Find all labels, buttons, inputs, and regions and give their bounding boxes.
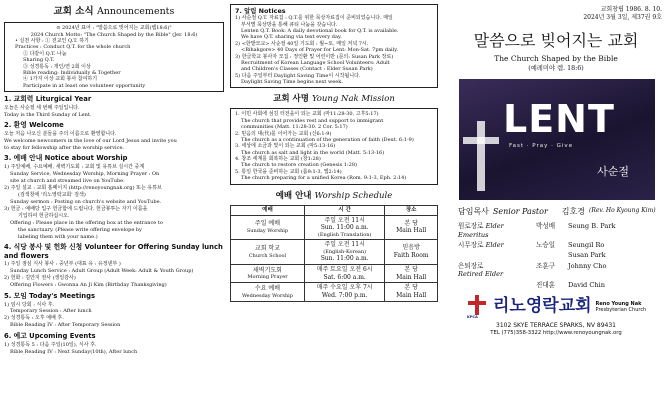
mission-text: The church preparing for a unified Korea (Rom. 9:1-3, Eph. 2:14) (241, 175, 407, 182)
mission-box (230, 108, 438, 184)
announcements-column (4, 4, 224, 356)
section-text: Offering : Please place in the offering box at the entrance to (10, 219, 163, 226)
mission-title-en: Young Nak Mission (311, 94, 395, 105)
schedule-title-en: Worship Schedule (314, 190, 393, 201)
practice-item: ② 다같이 Q.T. 나눔 (23, 50, 67, 57)
schedule-table (230, 205, 438, 302)
section-text: Sunday sermon : Posting on church's website and YouTube. (10, 198, 162, 205)
notice-text: <Bihakgore> 40 Days of Prayer for Lent: Mon-Sat. 7pm daily. (241, 47, 399, 54)
notice-text: and Children's Classes (Contact : Elder Susan Park) (241, 66, 373, 73)
time-en: Sun. 11:00 a.m. (320, 224, 369, 232)
lent-ko: 사순절 (597, 164, 629, 178)
cover-column (446, 4, 666, 337)
header-time: 시 간 (304, 205, 384, 215)
time-en: Sun. 11:00 a.m. (320, 255, 369, 263)
service-cell (231, 283, 305, 301)
staff-name-en: Seung B. Park (568, 222, 616, 231)
section-text: Offering Flowers : Gwonna An Ji Kim (Birthday Thanksgiving) (10, 282, 167, 289)
place-cell (385, 283, 438, 301)
mission-text: The church to restore creation (Genesis 1:28) (241, 162, 357, 169)
church-logo (446, 295, 666, 319)
cross-logo-icon: KPCA (466, 295, 488, 319)
place-en: Main Hall (396, 273, 427, 281)
mission-text: The church that provides rest and support to immigrant (241, 117, 384, 124)
middle-column (230, 4, 438, 302)
volunteer-section (4, 243, 224, 289)
place-ko: 본 당 (404, 266, 418, 274)
staff-row (458, 281, 666, 289)
practice-line: • 실천 사항 : ① 전교인 Q.T. 하기 (15, 37, 89, 44)
section-text: 1) 주일예배, 수요예배, 새벽기도회 : 교회 및 유튜브 실시간 중계 (4, 163, 145, 170)
section-text: Today is the Third Sunday of Lent. (4, 111, 92, 118)
lent-subtitle: Fast · Pray · Give (509, 142, 574, 149)
time-ko: 주일 오전 11시 (324, 241, 365, 249)
time-cell (304, 265, 384, 283)
mission-text: 1. 이민 사회에 섬김 터전을이 되는 교회 (마11:28-30, 고후5:17) (235, 111, 379, 118)
time-ko: 매주 토요일 오전 6시 (316, 266, 373, 274)
senior-pastor-row (458, 207, 666, 217)
place-cell (385, 240, 438, 265)
motto-box (4, 22, 224, 92)
section-text: the sanctuary. (Please write offering envelope by (18, 226, 142, 233)
place-en: Main Hall (396, 292, 427, 300)
section-text: We welcome newcomers in the love of our Lord Jesus and invite you (4, 137, 177, 144)
mission-text: The church as a continuation of the generation of faith (Deut. 6:1-9) (241, 136, 414, 143)
staff-list (446, 207, 666, 289)
time-note: (English Translation) (317, 231, 372, 238)
place-cell (385, 265, 438, 283)
section-text: to stay for fellowship after the worship service. (4, 144, 124, 151)
section-text: labeling them with your name.) (18, 233, 98, 240)
section-text: 오늘은 사순절 세 번째 주일입니다. (4, 104, 80, 111)
section-text: Temporary Session : After lunch (10, 308, 92, 315)
header-place: 장소 (385, 205, 438, 215)
practice-item-en: Participate in at least one volunteer opportunity (23, 82, 146, 89)
cover-title-ko: 말씀으로 빚어지는 교회 (473, 30, 639, 50)
issue-info (446, 6, 662, 23)
practice-item: ④ 1가지 이상 교회 봉사 참여하기 (23, 76, 98, 83)
liturgical-year-section (4, 95, 224, 118)
schedule-title-ko: 예배 안내 (275, 190, 312, 201)
mission-text: 5. 통일 한국을 준비하는 교회 (롬9:1-3, 엡2:14) (235, 168, 342, 175)
lent-word: LENT (503, 96, 615, 141)
service-en: Wednesday Worship (241, 292, 293, 299)
mission-title (230, 94, 438, 105)
mission-text: 2. 믿음의 대(代)를 이어가는 교회 (신6:1-9) (235, 130, 332, 137)
staff-name-en: Susan Park (568, 251, 606, 260)
announcements-title-ko: 교회 소식 (53, 6, 94, 17)
mission-text: communities (Matt. 11:28-30. 2 Cor. 5:17) (241, 124, 348, 131)
service-en: Sunday Worship (246, 228, 289, 235)
notice-text: 3) 한글학교 봉사자 모집 : 정인환 및 어린이반 (문의: Susan Park 장로) (235, 53, 394, 60)
cover-title-en: The Church Shaped by the Bible (494, 54, 618, 64)
section-text: 3) 헌금 : 예배당 입구 헌금함에 드립니다. 헌금봉투는 자기 이름을 (4, 205, 148, 212)
staff-row (458, 251, 666, 259)
section-heading: 2. 환영 Welcome (4, 121, 64, 130)
section-text: 오늘 처음 나오신 분들을 주의 이름으로 환영합니다. (4, 130, 117, 137)
notice-text: 부서별 묵상방을 통해 큐티 나눔을 갖습니다. (241, 21, 338, 28)
staff-row (458, 222, 666, 239)
time-cell (304, 240, 384, 265)
section-text: 1) 성경통독 5 : 다음 주일(10일), 식사 후. (4, 341, 97, 348)
mission-text: 3. 세상에 소금과 빛이 되는 교회 (마5:13-16) (235, 143, 336, 150)
time-cell (304, 215, 384, 240)
staff-name-en: David Chin (568, 280, 606, 289)
staff-row (458, 241, 666, 249)
notice-text: 2) <한밭모교> 사순절 40일 기도회 : 월~토, 매일 저녁 7시. (235, 40, 369, 47)
place-ko: 본 당 (404, 219, 418, 227)
notice-text: Lenten Q.T. Book: A daily devotional book for Q.T. is available. (241, 27, 399, 34)
pastor-role-ko: 담임목사 (458, 206, 489, 216)
section-text: 1) 주일 점심 식사 봉사 : 중년부 (대표 유 : 유정넨부 ) (4, 261, 121, 268)
section-heading: 1. 교회력 Liturgical Year (4, 95, 92, 104)
notice-text: Daylight Saving Time begins next week. (241, 79, 343, 86)
service-cell (231, 265, 305, 283)
practice-line-en: Practices : Conduct Q.T. for the whole church (15, 44, 131, 51)
pastor-name-en: (Rev. Ho Kyoung Kim) (588, 206, 656, 214)
church-name-en: Reno Young Nak Presbyterian Church (595, 301, 647, 314)
notice-text: 1) 사순절 Q.T. 자료집 : Q.T.를 위한 묵상자료집이 준비되었습니다. 매일 (235, 15, 393, 22)
time-ko: 매주 수요일 오후 7시 (316, 284, 373, 292)
lent-image (459, 79, 655, 200)
place-cell (385, 215, 438, 240)
notices-box (230, 4, 438, 88)
staff-name-ko: 진대훈 (536, 280, 556, 289)
notices-heading: 7. 알림 Notices (235, 7, 286, 15)
mission-text: The church as salt and light in the world (Matt. 5:13-16) (241, 149, 385, 156)
meetings-section (4, 292, 224, 329)
section-text: 1) 임시 당회 : 식사 후. (4, 301, 55, 308)
service-ko: 주일 예배 (254, 220, 281, 228)
section-heading: 5. 모임 Today's Meetings (4, 291, 96, 300)
motto-line: ⊙ 2024년 표어 : "말씀으로 빚어지는 교회(렘18:6)" (56, 25, 172, 32)
header-service: 예배 (231, 205, 305, 215)
staff-name-en: Johnny Cho (568, 261, 607, 270)
section-heading: 6. 예고 Upcoming Events (4, 331, 96, 340)
table-row (231, 265, 438, 283)
practice-item-en: Sharing Q.T. (23, 57, 55, 64)
announcements-title-en: Announcements (96, 6, 175, 17)
service-cell (231, 240, 305, 265)
section-text: site at church and streamed live on YouTube. (10, 177, 125, 184)
service-ko: 교회 학교 (254, 245, 281, 253)
service-ko: 수요 예배 (254, 285, 281, 293)
cross-icon (477, 121, 485, 191)
time-note: (English-Korean) (323, 248, 367, 255)
staff-name-ko: 노승일 (536, 241, 556, 249)
founded-date: 교회창립 1986. 8. 10. (600, 6, 662, 13)
church-contact: TEL (775)358-3322 http://www.renoyoungnak.org (490, 329, 622, 336)
section-heading: 3. 예배 안내 Notice about Worship (4, 154, 128, 163)
staff-name-ko: 박성배 (536, 222, 556, 231)
section-text: 2) 주일 설교 : 교회 홈페이지 (http://renoyoungnak.org) 또는 유튜브 (4, 184, 162, 191)
notice-text: We have Q.T. sharing via text every day. (241, 34, 342, 41)
place-ko: 믿음방 (402, 244, 420, 252)
service-ko: 새벽기도회 (252, 266, 282, 274)
staff-role: 원로장로 Elder Emeritus (458, 222, 504, 239)
motto-line-en: 2024 Church Motto: "The Church Shaped by the Bible" (Jer. 18:6) (30, 31, 198, 38)
notice-text: Recruitment of Korean Language School Volunteers: Adult (241, 59, 390, 66)
mission-title-ko: 교회 사명 (273, 94, 309, 105)
announcements-title (4, 4, 224, 22)
section-text: Sunday Lunch Service : Adult Group (Adult Week: Adult & Youth Group) (10, 268, 194, 275)
section-text: 2) 성경통독 : 오후 예배 후. (4, 315, 64, 322)
welcome-section (4, 121, 224, 151)
table-row (231, 240, 438, 265)
time-cell (304, 283, 384, 301)
place-ko: 본 당 (404, 284, 418, 292)
section-text: Bible Reading IV : After Temporary Session (10, 322, 121, 329)
service-en: Morning Prayer (247, 274, 288, 281)
pastor-role-en: Senior Pastor (492, 206, 548, 216)
cover-title-ref: (예레미야 렘. 18:6) (528, 64, 584, 72)
place-en: Main Hall (396, 227, 427, 235)
section-heading: 4. 식당 봉사 및 헌화 신청 Volunteer for Offering Sunday lunch and flowers (4, 243, 223, 260)
place-en: Faith Room (393, 252, 429, 260)
practice-item-en: Bible reading: Individually & Together (23, 69, 121, 76)
church-address: 3102 SKYE TERRACE SPARKS, NV 89431 (496, 322, 616, 330)
practice-item: ③ 성경통독 : 개인/연 2회 이상 (23, 63, 91, 70)
section-text: 기입하여 헌금하십시오. (18, 212, 70, 219)
pastor-name-ko: 김호경 (561, 206, 585, 216)
staff-row (458, 262, 666, 279)
staff-role: 은퇴장로 Retired Elder (458, 261, 504, 279)
notice-text: 5) 다음 주일부터 Daylight Saving Time이 시작됩니다. (235, 72, 361, 79)
schedule-title (230, 191, 438, 202)
staff-role: 시무장로 Elder (458, 241, 504, 249)
staff-name-ko: 조훈구 (536, 261, 556, 270)
service-cell (231, 215, 305, 240)
upcoming-events-section (4, 332, 224, 355)
time-ko: 주일 오전 11시 (324, 216, 365, 224)
mission-text: 4. 창조 세계를 회복하는 교회 (창1:28) (235, 156, 321, 163)
table-header-row (231, 205, 438, 215)
table-row (231, 215, 438, 240)
staff-name-en: Seungil Ro (568, 241, 605, 249)
section-text: Bible Reading IV : Next Sunday(10th), After lunch (10, 348, 138, 355)
section-text: (검색창에 '리노영락교회' 검색) (18, 191, 86, 198)
cross-icon-bar (463, 137, 499, 144)
church-name-ko: 리노영락교회 (493, 296, 592, 317)
issue-date: 2024년 3월 3일, 제37권 9호 (583, 14, 662, 22)
worship-notice-section (4, 154, 224, 240)
service-en: Church School (248, 252, 287, 259)
time-en: Wed. 7:00 p.m. (321, 292, 368, 300)
table-row (231, 283, 438, 301)
section-text: Sunday Service, Wednesday Worship, Morning Prayer : On (10, 170, 160, 177)
section-text: 2) 헌화 : 김안지 권사 (생일감사) (4, 275, 76, 282)
time-en: Sat. 6:00 a.m. (323, 273, 366, 281)
